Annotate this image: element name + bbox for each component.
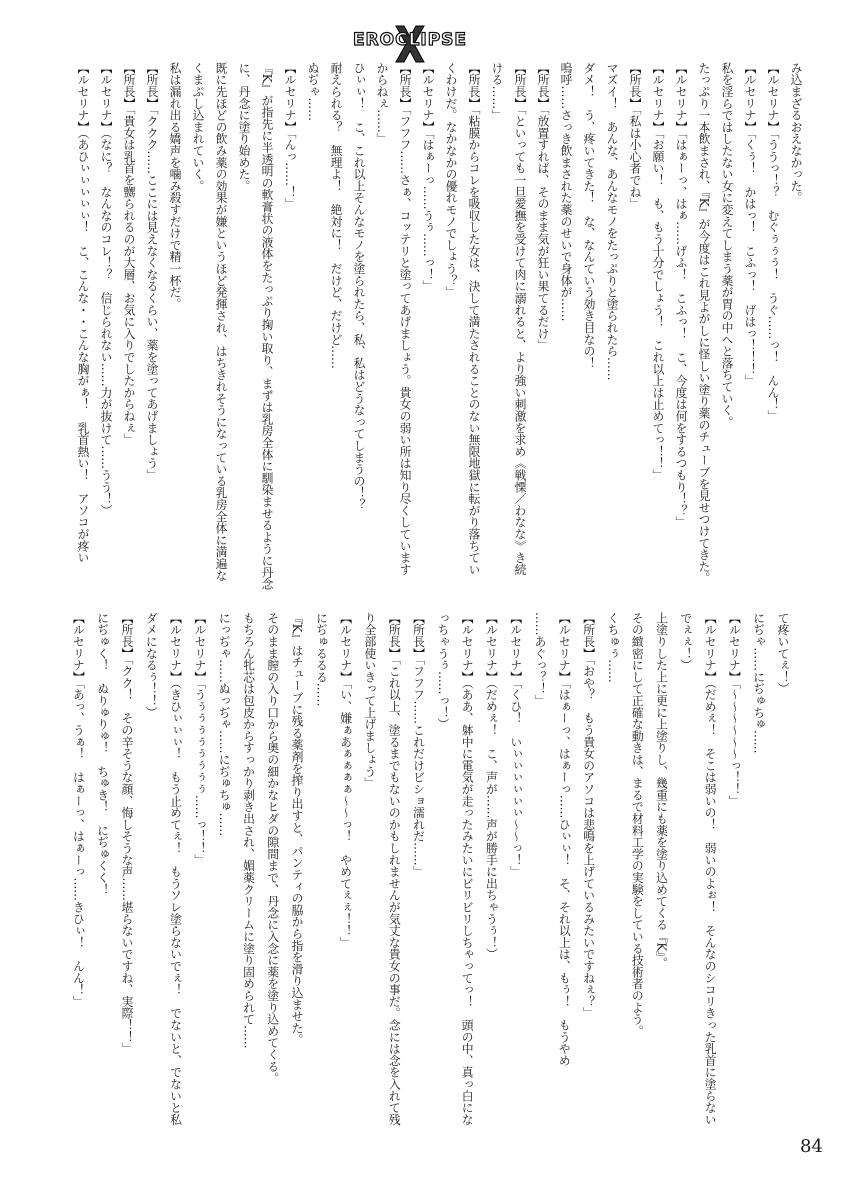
text-line: 【ルセリナ】「い、嫌ぁあぁぁぁぁ～～っ！ やめてぇぇ！！」 <box>338 612 353 949</box>
lower-text-block <box>50 612 795 1137</box>
text-line: 【ルセリナ】「んっ……！」 <box>283 62 297 210</box>
text-line: 【ルセリナ】「はぁーっ、はぁーっ……ひぃぃ！ そ、それ以上は、もぅ！ もうやめ <box>557 612 572 1067</box>
logo-text: EROCLIPSE <box>352 30 468 50</box>
text-line: 【所長】「貴女は乳首を嬲られるのが大層、お気に入りでしたからねぇ」 <box>122 62 136 446</box>
text-line: 【ルセリナ】「くひ！ いぃぃぃぃぃぃ～～っ！」 <box>508 612 523 878</box>
text-line: 私は漏れ出る嬌声を噛み殺すだけで精一杯だ。 <box>168 62 182 310</box>
text-line: 【所長】「放置すれば、そのまま気が狂い果てるだけ」 <box>536 62 550 352</box>
text-line: み込まざるおえなかった。 <box>789 62 803 204</box>
text-line: 私を淫らではしたない女に変えてしまう薬が胃の中へと落ちていく。 <box>720 62 734 428</box>
text-line: 【ルセリナ】（あひぃぃぃぃぃ！ こ、こんな・・こんな胸がぁ！ 乳首熱い！ アソコが疼い <box>76 62 90 564</box>
text-line: 【ルセリナ】「～～～～～～っ！！」 <box>727 612 742 807</box>
text-line: にぢゅるるる…… <box>314 612 329 707</box>
text-line: 【ルセリナ】「うぅぅぅぅぅぅぅぅ……っ！！」 <box>192 612 207 866</box>
text-line: でぇぇ！） <box>678 612 693 671</box>
text-line: 【ルセリナ】（だめぇ！ こ、声が……声が勝手に出ちゃうぅ！） <box>484 612 499 961</box>
text-line: くまぶし込まれていく。 <box>191 62 205 192</box>
text-line: からねぇ……」 <box>375 62 389 145</box>
text-line: もちろん牝芯は包皮からすっかり剥き出され、媚薬クリームに塗り固められて…… <box>241 612 256 1049</box>
text-line: て疼いてぇ！） <box>776 612 790 695</box>
text-line: ぬぢゃ…… <box>306 62 320 121</box>
text-line: ける……」 <box>490 62 504 121</box>
text-line: に、丹念に塗り始めた。 <box>237 62 251 192</box>
text-line: 【所長】「といっても一旦愛撫を受けて肉に溺れると、より強い刺激を求め《戦慄／わなな》き続 <box>513 62 527 576</box>
text-line: 【所長】「これ以上、塗るまでもないのかもしれませんが気丈な貴女の事だ。念には念を入れて残 <box>387 612 402 1126</box>
text-line: 『K』はチューブに残る薬剤を搾り出すと、パンティの脇から指を滑り込ませた。 <box>290 612 305 1046</box>
text-line: たっぷり一本飲まされ、『K』が今度はこれ見よがしに怪しい塗り薬のチューブを見せつけてきた。 <box>697 62 711 585</box>
text-line: 【所長】「クク！ その辛そうな顔、悔しそうな声……堪らないですね、実際！！」 <box>119 612 134 1055</box>
text-line: ひぃぃ！ こ、これ以上そんなモノを塗られたら、私、私はどうなってしまうの！？ <box>352 62 366 511</box>
eroclipse-logo <box>330 24 490 64</box>
text-line: 【所長】「フフフ……さぁ、コッテリと塗ってあげましょう。貴女の弱い所は知り尽くしています <box>398 62 412 576</box>
text-line: 【ルセリナ】（きひぃぃぃ！ もう止めてぇ！ もうソレ塗らないでぇ！ でないと、でないと私 <box>168 612 183 1126</box>
text-line: 『K』が指先に半透明の軟膏状の液体をたっぷり掬い取り、まずは乳房全体に馴染ませるように丹念 <box>260 62 274 591</box>
text-line: その緻密にして正確な動きは、まるで材料工学の実験をしている技術者のよう。 <box>630 612 645 1037</box>
text-line: ダメ！ う、疼いてきた！ な、なんていう効き目なの！ <box>582 62 596 369</box>
upper-text-block <box>47 62 807 592</box>
text-line: ダメになるぅ！！） <box>144 612 159 719</box>
text-line: 【ルセリナ】「はぁーっ……うぅ……っ！」 <box>421 62 435 293</box>
text-line: 【ルセリナ】「ううっ！？ むぐぅぅぅ！ うぐ……っ！ んん！」 <box>766 62 780 422</box>
text-line: 耐えられる？ 無理よ！ 絶対に！ だけど、だけど…… <box>329 62 343 369</box>
text-line: 【所長】「私は小心者でね」 <box>628 62 642 210</box>
text-line: 既に先ほどの飲み薬の効果が嫌というほど発揮され、はちきれそうになっている乳房全体に満遍な <box>214 62 228 582</box>
page-number: 84 <box>800 1136 823 1157</box>
text-line: にぢゃ……にぢゅちゅ…… <box>751 612 766 754</box>
text-line: そのまま膣の入り口から奥の細かなヒダの隙間まで、丹念に入念に薬を塗り込めてくる。 <box>265 612 280 1084</box>
text-line: り全部使いきって上げましょう」 <box>362 612 377 789</box>
text-line: くわけだ。なかなかの優れモノでしょう？」 <box>444 62 458 298</box>
text-line: 【所長】「フフフ……これだけビショ濡れだ……」 <box>411 612 426 878</box>
text-line: っちゃうぅ……っ！） <box>435 612 450 730</box>
text-line: 【ルセリナ】「お願い！ も、もう十分でしょう！ これ以上は止めてっ！！」 <box>651 62 665 481</box>
text-line: ……あぐっ？！」 <box>533 612 548 707</box>
text-line: 【ルセリナ】（なに？ なんなのコレ！？ 信じられない……力が抜けて……うう！） <box>99 62 113 517</box>
text-line: 上塗りした上に更に上塗りし、幾重にも薬を塗り込めてくる『K』。 <box>654 612 669 969</box>
text-line: マズイ！ あんな、あんなモノをたっぷりと塗られたら…… <box>605 62 619 381</box>
text-line: くちゅぅ…… <box>605 612 620 683</box>
text-line: にぢゅく！ ぬりゅりゅ！ ちゅき！ にぢゅくく！ <box>95 612 110 896</box>
text-line: 【所長】「おや？ もう貴女のアソコは悲鳴を上げているみたいですねぇ？」 <box>581 612 596 1020</box>
text-line: にっぢゃ……ぬっぢゃ……にぢゅちゅ…… <box>217 612 232 837</box>
text-line: 【所長】「粘膜からコレを吸収した女は、決して満たされることのない無限地獄に転がり落ちてい <box>467 62 481 576</box>
text-line: 【所長】「ククク……ここには見えなくなるくらい、薬を塗ってあげましょう」 <box>145 62 159 481</box>
text-line: 【ルセリナ】「はぁーっ、はぁ……げふ！ こふっ！ こ、今度は何をするつもり！？」 <box>674 62 688 529</box>
text-line: 【ルセリナ】（だめぇ！ そこは弱いの！ 弱いのよぉ！ そんなのシコリきった乳首に塗らない <box>703 612 718 1126</box>
text-line: 【ルセリナ】「あっ、うぁ！ はぁーっ、はぁーっ……きひぃ！ んん！」 <box>71 612 86 1008</box>
text-line: 嗚呼……さっき飲まされた薬のせいで身体が…… <box>559 62 573 322</box>
text-line: 【ルセリナ】「くぅ！ かはっ！ こふっ！ げはっ！！！」 <box>743 62 757 387</box>
text-line: 【ルセリナ】（ああ、躰中に電気が走ったみたいにビリビリしちゃってっ！ 頭の中、真っ白にな <box>460 612 475 1126</box>
